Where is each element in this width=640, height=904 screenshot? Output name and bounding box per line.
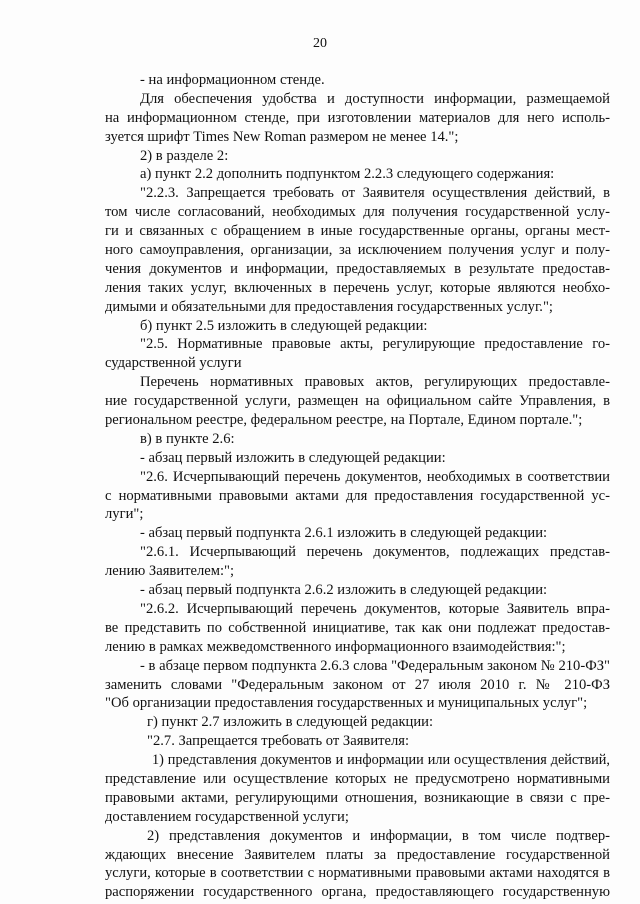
text-line: ние государственной услуги, размещен на официальном сайте Управления, в — [105, 393, 610, 410]
text-line: том числе согласований, необходимых для получения государственной услу- — [105, 204, 610, 221]
text-line: 2) представления документов и информации, в том числе подтвер- — [147, 827, 610, 844]
text-line: ве представить по собственной инициативе, так как они подлежат предостав- — [105, 619, 610, 636]
text-line: "2.5. Нормативные правовые акты, регулирующие предоставление го- — [140, 336, 610, 353]
document-body — [105, 71, 610, 902]
text-line: на информационном стенде, при изготовлении материалов для него исполь- — [105, 109, 610, 126]
text-line: правовыми актами, регулирующими отношения, возникающие в связи с пре- — [105, 789, 610, 806]
text-line: 1) представления документов и информации или осуществления действий, — [152, 752, 610, 769]
text-line: "2.6. Исчерпывающий перечень документов, необходимых в соответствии — [140, 468, 610, 485]
text-line: б) пункт 2.5 изложить в следующей редакции: — [140, 317, 428, 334]
text-line: луги"; — [105, 506, 144, 523]
text-line: региональном реестре, федеральном реестре, на Портале, Едином портале."; — [105, 412, 583, 429]
text-line: - абзац первый подпункта 2.6.2 изложить в следующей редакции: — [140, 582, 548, 599]
text-line: "2.7. Запрещается требовать от Заявителя: — [147, 733, 410, 750]
text-line: - на информационном стенде. — [140, 72, 325, 88]
text-line: распоряжении государственного органа, предоставляющего государственную — [105, 884, 610, 901]
text-line: чения документов и информации, предоставляемых в результате предостав- — [105, 260, 610, 277]
text-line: услуги, которые в соответствии с нормативными правовыми актами находятся в — [105, 865, 610, 882]
text-line: зуется шрифт Times New Roman размером не менее 14."; — [105, 128, 459, 145]
text-line: сударственной услуги — [105, 355, 242, 372]
text-line: ного самоуправления, организации, за исключением получения услуг и полу- — [105, 242, 610, 259]
text-line: в) в пункте 2.6: — [140, 430, 235, 447]
text-line: представление или осуществление которых не предусмотрено нормативными — [105, 770, 610, 787]
text-line: 2) в разделе 2: — [140, 147, 229, 164]
text-line: ги и связанных с обращением в иные государственные органы, органы мест- — [105, 223, 610, 240]
text-line: с нормативными правовыми актами для предоставления государственной ус- — [105, 487, 610, 504]
text-line: Для обеспечения удобства и доступности информации, размещаемой — [140, 90, 610, 107]
text-line: ления таких услуг, включенных в перечень услуг, которые являются необхо- — [105, 279, 610, 296]
text-line: "2.2.3. Запрещается требовать от Заявителя осуществления действий, в — [140, 185, 610, 202]
text-line: ждающих внесение Заявителем платы за предоставление государственной — [105, 846, 610, 863]
text-line: "2.6.2. Исчерпывающий перечень документов, которые Заявитель впра- — [140, 600, 610, 617]
page-number: 20 — [313, 36, 327, 51]
text-line: лению в рамках межведомственного информационного взаимодействия:"; — [105, 638, 566, 655]
text-line: г) пункт 2.7 изложить в следующей редакции: — [147, 714, 434, 731]
text-line: - абзац первый изложить в следующей редакции: — [140, 449, 446, 466]
text-line: Перечень нормативных правовых актов, регулирующих предоставле- — [140, 374, 610, 391]
text-line: "Об организации предоставления государственных и муниципальных услуг"; — [105, 695, 588, 712]
text-line: "2.6.1. Исчерпывающий перечень документов, подлежащих представ- — [140, 544, 610, 561]
text-line: - абзац первый подпункта 2.6.1 изложить в следующей редакции: — [140, 525, 548, 542]
text-line: димыми и обязательными для предоставления государственных услуг."; — [105, 298, 553, 315]
text-line: доставлением государственной услуги; — [105, 808, 349, 825]
text-line: заменить словами "Федеральным законом от 27 июля 2010 г. № 210-ФЗ — [105, 676, 610, 693]
text-line: лению Заявителем:"; — [105, 563, 235, 580]
text-line: - в абзаце первом подпункта 2.6.3 слова "Федеральным законом № 210-ФЗ" — [140, 657, 610, 674]
text-line: а) пункт 2.2 дополнить подпунктом 2.2.3 следующего содержания: — [140, 166, 555, 183]
